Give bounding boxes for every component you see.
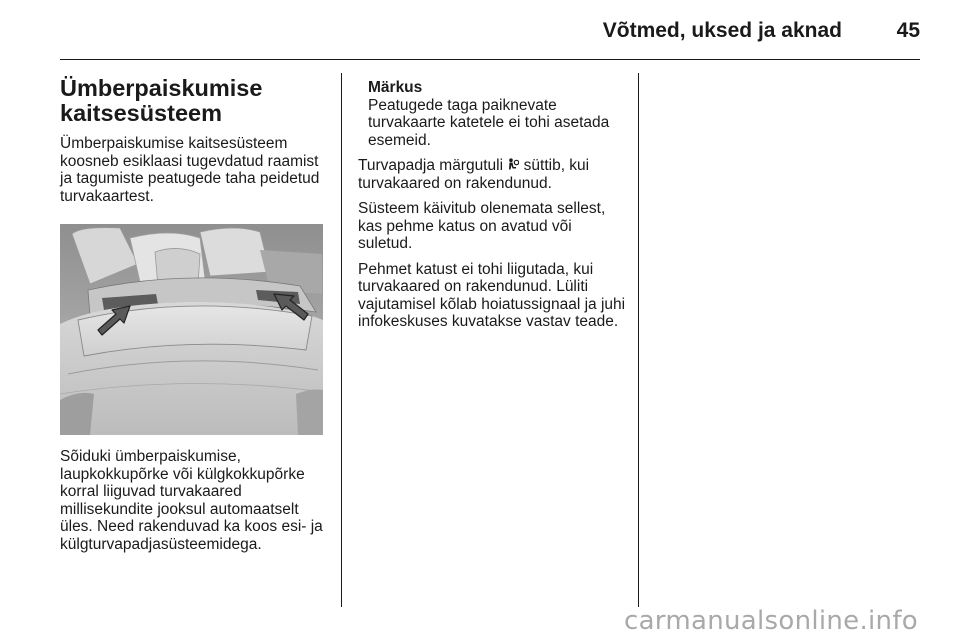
watermark: carmanualsonline.info [623, 606, 918, 636]
column-middle [358, 79, 628, 339]
page-number: 45 [896, 19, 920, 42]
section-title: Ümberpaiskumise kaitsesüsteem [60, 75, 263, 126]
indicator-text-after: süttib, kui turvakaared on rakendunud. [358, 157, 590, 192]
figure-caption: Sõiduki ümberpaiskumise, laupkokkupõrke või külgkokkupõrke korral liiguvad turvakaared millisekundite jooksul automaatselt üles. Need rakenduvad ka koos esi- ja külgturvapadjasüsteemidega. [60, 448, 323, 553]
header-rule [60, 59, 920, 60]
system-paragraph: Süsteem käivitub olenemata sellest, kas pehme katus on avatud või suletud. [358, 200, 606, 252]
rollover-bars-illustration [60, 224, 323, 435]
softtop-paragraph: Pehmet katust ei tohi liigutada, kui turvakaared on rakendunud. Lüliti vajutamisel kõlab hoiatussignaal ja juhi infokeskuses kuvatakse vastav teade. [358, 260, 626, 330]
note-text: Peatugede taga paiknevate turvakaarte katetele ei tohi asetada esemeid. [368, 96, 610, 149]
note-block [358, 79, 628, 149]
airbag-indicator-icon [507, 158, 519, 172]
column-left [60, 76, 328, 553]
header-title: Võtmed, uksed ja aknad [602, 19, 842, 42]
indicator-paragraph [358, 157, 628, 192]
column-divider-2 [638, 73, 639, 607]
column-divider-1 [341, 73, 342, 607]
intro-paragraph: Ümberpaiskumise kaitsesüsteem koosneb esiklaasi tugevdatud raamist ja tagumiste peatugede taha peidetud turvakaartest. [60, 135, 320, 205]
indicator-text-before: Turvapadja märgutuli [358, 157, 508, 174]
note-title: Märkus [368, 79, 423, 96]
